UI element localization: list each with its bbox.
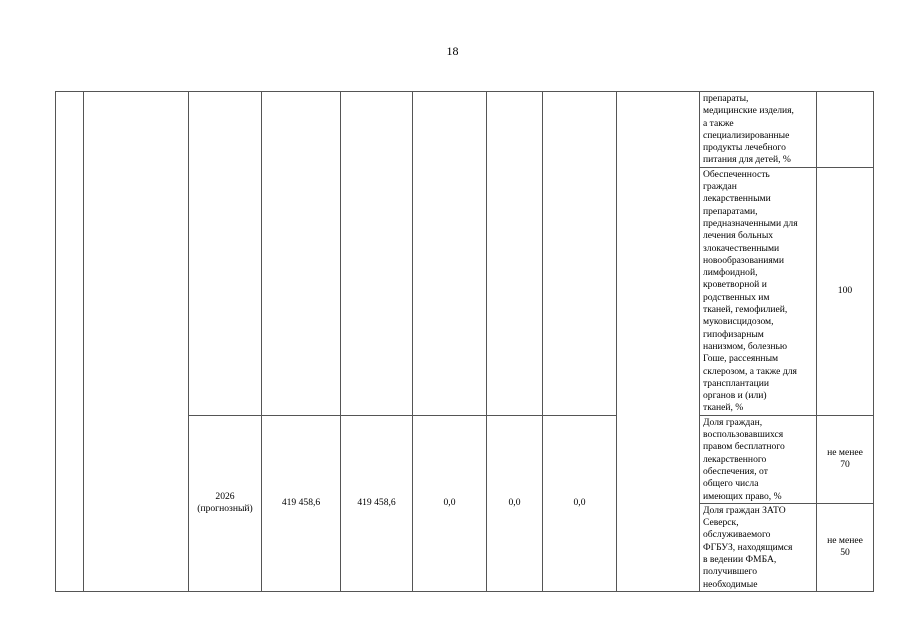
indicator-4-value: [817, 503, 874, 591]
indicator-3-line: общего числа: [703, 478, 759, 490]
indicator-2-line: родственных им: [703, 291, 770, 303]
indicator-2-line: муковисцидозом,: [703, 316, 774, 328]
indicator-2-value: 100: [817, 167, 874, 415]
indicator-4-value-line: 50: [840, 547, 850, 559]
indicator-1-line: питания для детей, %: [703, 154, 791, 166]
other-cell-prev: [543, 92, 617, 416]
local-cell-prev: [487, 92, 543, 416]
indicator-4-line: необходимые: [703, 578, 758, 590]
indicator-4-line: получившего: [703, 566, 758, 578]
indicator-2-line: органов и (или): [703, 390, 767, 402]
year-label: 2026: [215, 491, 235, 503]
indicator-4: [700, 503, 817, 591]
indicator-2-line: новообразованиями: [703, 254, 785, 266]
indicator-3-line: обеспечения, от: [703, 465, 768, 477]
indicator-3: [700, 415, 817, 503]
indicator-3-line: правом бесплатного: [703, 441, 785, 453]
indicator-2-line: предназначенными для: [703, 217, 798, 229]
regional-funding-cell: 0,0: [413, 415, 487, 591]
indicator-4-line: Северск,: [703, 517, 739, 529]
indicator-4-line: в ведении ФМБА,: [703, 554, 777, 566]
indicator-3-line: лекарственного: [703, 453, 767, 465]
indicator-2-line: препаратами,: [703, 205, 758, 217]
total-cell-prev: [262, 92, 341, 416]
indicator-1-line: специализированные: [703, 129, 790, 141]
page-number: 18: [446, 44, 459, 58]
indicator-3-value: [817, 415, 874, 503]
indicator-3-line: воспользовавшихся: [703, 429, 784, 441]
year-note: (прогнозный): [197, 503, 253, 515]
executor-cell: [617, 92, 700, 592]
indicator-2-line: тканей, %: [703, 402, 744, 414]
indicator-2-line: кроветворной и: [703, 279, 767, 291]
indicator-1: [700, 92, 817, 168]
indicator-4-line: обслуживаемого: [703, 529, 771, 541]
indicator-3-value-line: не менее: [827, 447, 863, 459]
indicator-2-line: злокачественными: [703, 242, 780, 254]
indicator-1-value: [817, 92, 874, 168]
indicator-1-line: медицинские изделия,: [703, 105, 794, 117]
other-funding-cell: 0,0: [543, 415, 617, 591]
indicator-1-line: а также: [703, 117, 734, 129]
indicator-4-value-line: не менее: [827, 535, 863, 547]
indicator-3-line: имеющих право, %: [703, 490, 782, 502]
indicator-2-line: лечения больных: [703, 230, 774, 242]
indicator-3-value-line: 70: [840, 459, 850, 471]
local-funding-cell: 0,0: [487, 415, 543, 591]
program-table: [55, 91, 874, 592]
indicator-2-line: Гоше, рассеянным: [703, 353, 779, 365]
total-funding-cell: 419 458,6: [262, 415, 341, 591]
regional-cell-prev: [413, 92, 487, 416]
indicator-4-line: Доля граждан ЗАТО: [703, 504, 786, 516]
indicator-2-line: граждан: [703, 181, 737, 193]
col-name-cell: [84, 92, 189, 592]
indicator-4-line: ФГБУЗ, находящимся: [703, 541, 793, 553]
federal-funding-cell: 419 458,6: [341, 415, 413, 591]
indicator-1-line: препараты,: [703, 93, 749, 104]
col-num-cell: [56, 92, 84, 592]
year-2026-cell: [189, 415, 262, 591]
federal-cell-prev: [341, 92, 413, 416]
indicator-3-line: Доля граждан,: [703, 416, 763, 428]
indicator-1-line: продукты лечебного: [703, 142, 786, 154]
indicator-2-line: склерозом, а также для: [703, 365, 797, 377]
indicator-2: [700, 167, 817, 415]
indicator-2-line: Обеспеченность: [703, 168, 770, 180]
indicator-2-line: гипофизарным: [703, 328, 764, 340]
indicator-2-line: лимфоидной,: [703, 267, 758, 279]
indicator-2-line: трансплантации: [703, 377, 770, 389]
indicator-2-line: нанизмом, болезнью: [703, 340, 788, 352]
indicator-2-line: лекарственными: [703, 193, 771, 205]
indicator-2-line: тканей, гемофилией,: [703, 304, 788, 316]
year-cell-prev: [189, 92, 262, 416]
